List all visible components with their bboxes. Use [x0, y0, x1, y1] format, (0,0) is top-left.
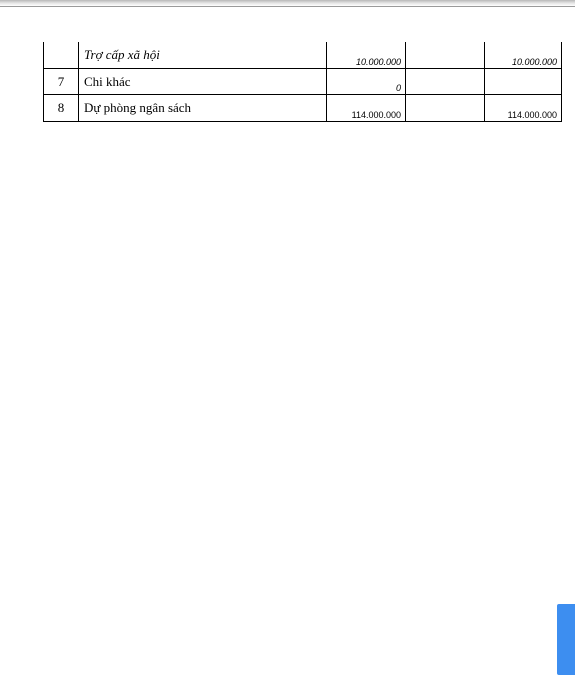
value-cell [406, 69, 485, 95]
value-cell [406, 42, 485, 69]
row-label: Trợ cấp xã hội [79, 42, 327, 69]
budget-table [43, 42, 562, 122]
value-cell: 10.000.000 [485, 42, 562, 69]
value-cell [485, 69, 562, 95]
row-number: 8 [44, 95, 79, 122]
value-cell [406, 95, 485, 122]
value-cell: 10.000.000 [327, 42, 406, 69]
scrollbar-thumb[interactable] [557, 604, 575, 675]
value-cell: 114.000.000 [485, 95, 562, 122]
value-cell: 0 [327, 69, 406, 95]
table-row [44, 42, 562, 69]
row-number: 7 [44, 69, 79, 95]
row-number [44, 42, 79, 69]
table-row [44, 95, 562, 122]
table-row [44, 69, 562, 95]
viewer-top-edge [0, 0, 575, 7]
value-cell: 114.000.000 [327, 95, 406, 122]
row-label: Chi khác [79, 69, 327, 95]
row-label: Dự phòng ngân sách [79, 95, 327, 122]
